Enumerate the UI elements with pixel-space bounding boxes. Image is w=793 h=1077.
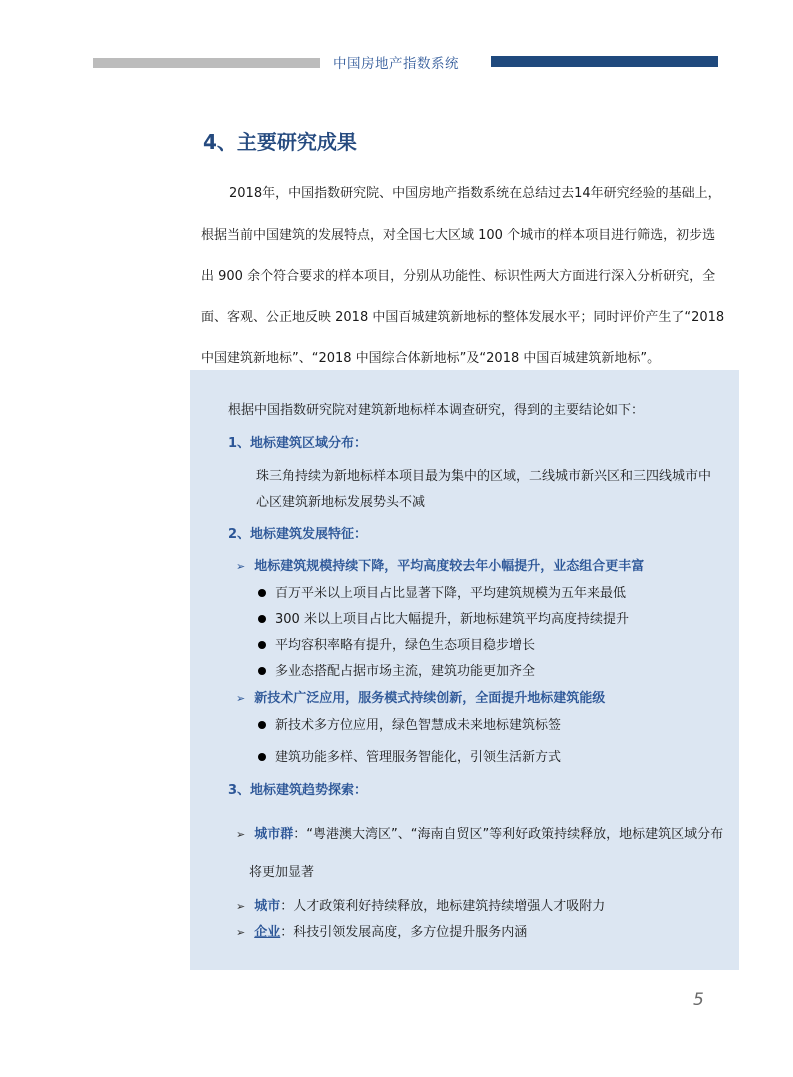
paragraph-line: 中国建筑新地标”、“2018 中国综合体新地标”及“2018 中国百城建筑新地标”。 (201, 351, 661, 366)
section-3-heading: 3、地标建筑趋势探索： (228, 783, 368, 798)
subsection-title: 地标建筑规模持续下降，平均高度较去年小幅提升，业态组合更丰富 (254, 559, 645, 574)
arrow-bullet-icon: ➢ (236, 692, 246, 705)
trend-text: ：“粤港澳大湾区”、“海南自贸区”等利好政策持续释放，地标建筑区域分布 (293, 827, 724, 842)
trend-item-enterprise (236, 921, 527, 940)
section-2-heading: 2、地标建筑发展特征： (228, 527, 368, 542)
paragraph-line: 面、客观、公正地反映 2018 中国百城建筑新地标的整体发展水平；同时评价产生了“2018 (201, 310, 725, 325)
arrow-bullet-icon: ➢ (236, 560, 246, 573)
bullet-dot-icon (258, 589, 266, 597)
arrow-bullet-icon: ➢ (236, 900, 246, 913)
bullet-dot-icon (258, 667, 266, 675)
subsection-title: 新技术广泛应用，服务模式持续创新，全面提升地标建筑能级 (254, 691, 606, 706)
paragraph-line: 根据当前中国建筑的发展特点，对全国七大区域 100 个城市的样本项目进行筛选，初步选 (201, 228, 716, 243)
arrow-bullet-icon: ➢ (236, 828, 246, 841)
list-item-text: 建筑功能多样、管理服务智能化，引领生活新方式 (275, 750, 562, 765)
list-item (258, 608, 629, 627)
section-1-heading: 1、地标建筑区域分布： (228, 436, 368, 451)
list-item (258, 634, 535, 653)
bullet-dot-icon (258, 721, 266, 729)
trend-text: ：科技引领发展高度，多方位提升服务内涵 (280, 925, 528, 940)
list-item (258, 714, 561, 733)
trend-item-city (236, 895, 605, 914)
bullet-dot-icon (258, 641, 266, 649)
arrow-bullet-icon: ➢ (236, 926, 246, 939)
section-1-body-line: 珠三角持续为新地标样本项目最为集中的区域，二线城市新兴区和三四线城市中 (256, 469, 712, 484)
trend-item-continuation: 将更加显著 (249, 865, 315, 880)
section-1-body-line: 心区建筑新地标发展势头不减 (256, 495, 426, 510)
bullet-dot-icon (258, 615, 266, 623)
list-item-text: 百万平米以上项目占比显著下降，平均建筑规模为五年来最低 (275, 586, 627, 601)
trend-label: 城市 (254, 899, 281, 914)
paragraph-line: 出 900 余个符合要求的样本项目，分别从功能性、标识性两大方面进行深入分析研究，全 (201, 269, 716, 284)
list-item (258, 582, 626, 601)
summary-intro: 根据中国指数研究院对建筑新地标样本调查研究，得到的主要结论如下： (228, 403, 645, 418)
section-title: 4、主要研究成果 (203, 130, 357, 154)
subsection-2 (236, 687, 605, 706)
bullet-dot-icon (258, 753, 266, 761)
trend-label: 城市群 (254, 827, 294, 842)
trend-item-city-cluster (236, 823, 723, 842)
header-bar-right (491, 56, 718, 67)
header-title: 中国房地产指数系统 (333, 56, 459, 72)
trend-label: 企业 (254, 925, 281, 940)
list-item-text: 300 米以上项目占比大幅提升，新地标建筑平均高度持续提升 (275, 612, 629, 627)
page-number: 5 (693, 990, 704, 1010)
list-item-text: 平均容积率略有提升，绿色生态项目稳步增长 (275, 638, 536, 653)
paragraph-line: 2018年，中国指数研究院、中国房地产指数系统在总结过去14年研究经验的基础上， (229, 186, 721, 201)
list-item-text: 多业态搭配占据市场主流，建筑功能更加齐全 (275, 664, 536, 679)
list-item-text: 新技术多方位应用，绿色智慧成未来地标建筑标签 (275, 718, 562, 733)
list-item (258, 746, 561, 765)
list-item (258, 660, 535, 679)
trend-text: ：人才政策利好持续释放，地标建筑持续增强人才吸附力 (280, 899, 606, 914)
subsection-1 (236, 555, 644, 574)
header-bar-left (93, 58, 320, 68)
